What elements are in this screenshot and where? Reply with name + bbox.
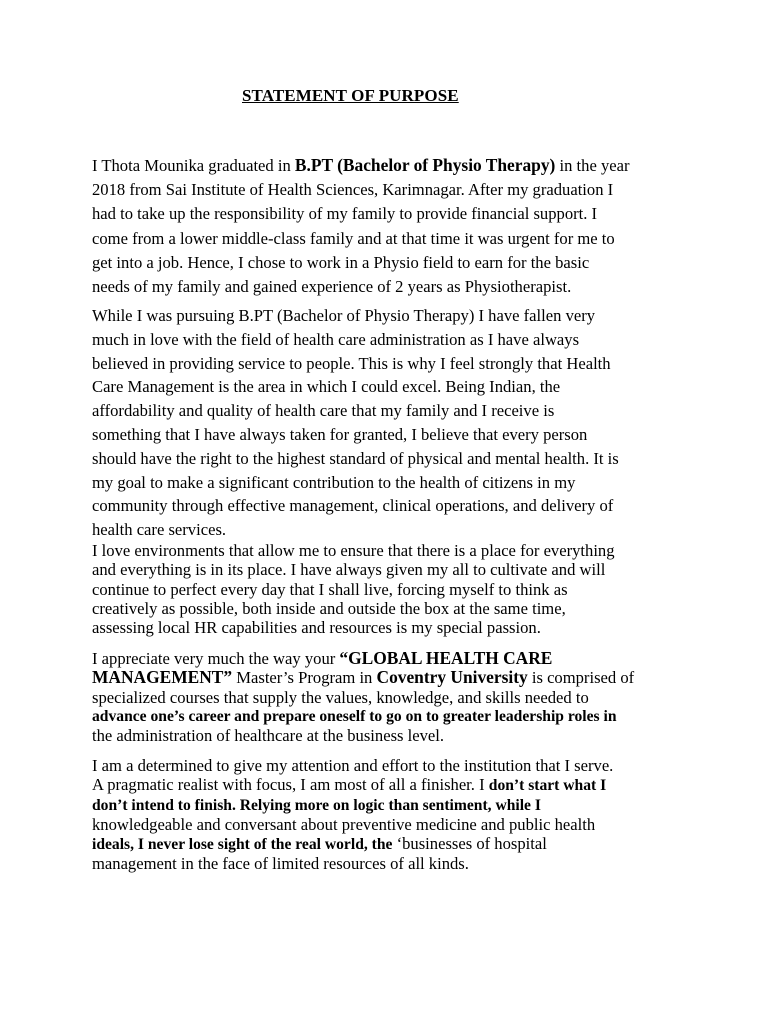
text-line: 2018 from Sai Institute of Health Sciences, Karimnagar. After my graduation I	[92, 180, 614, 200]
text-line: knowledgeable and conversant about preventive medicine and public health	[92, 814, 596, 834]
text-line: believed in providing service to people. This is why I feel strongly that Health	[92, 353, 611, 373]
text-line	[92, 668, 692, 687]
text-line	[92, 775, 692, 795]
text-line: much in love with the field of health care administration as I have always	[92, 329, 580, 349]
text-line: my goal to make a significant contribution to the health of citizens in my	[92, 472, 576, 492]
paragraph-motivation	[92, 304, 692, 542]
degree-emphasis: B.PT (Bachelor of Physio Therapy)	[294, 155, 556, 175]
text-line: something that I have always taken for granted, I believe that every person	[92, 424, 588, 444]
program-name-emphasis: MANAGEMENT”	[92, 667, 233, 688]
text-line: come from a lower middle-class family and at that time it was urgent for me to	[92, 228, 615, 248]
paragraph-environment	[92, 541, 692, 637]
text-run: ‘businesses of hospital	[392, 834, 547, 854]
text-run: is comprised of	[527, 668, 635, 688]
text-line: should have the right to the highest standard of physical and mental health. It is	[92, 448, 619, 468]
paragraph-program	[92, 649, 692, 745]
text-line: and everything is in its place. I have always given my all to cultivate and will	[92, 560, 606, 580]
text-line: assessing local HR capabilities and resources is my special passion.	[92, 618, 541, 638]
text-line	[92, 153, 692, 178]
university-name-emphasis: Coventry University	[376, 667, 528, 688]
text-line: get into a job. Hence, I chose to work in a Physio field to earn for the basic	[92, 252, 590, 272]
document-title: STATEMENT OF PURPOSE	[242, 86, 459, 105]
text-line: I love environments that allow me to ensure that there is a place for everything	[92, 541, 615, 560]
text-line: needs of my family and gained experience of 2 years as Physiotherapist.	[92, 277, 572, 297]
text-run: I Thota Mounika graduated in	[92, 156, 295, 175]
text-line: advance one’s career and prepare oneself to go on to greater leadership roles in	[92, 707, 617, 725]
text-line: health care services.	[92, 520, 227, 540]
text-line: specialized courses that supply the values, knowledge, and skills needed to	[92, 687, 589, 707]
text-line	[92, 834, 692, 854]
text-line	[92, 649, 692, 668]
text-line: don’t intend to finish. Relying more on logic than sentiment, while I	[92, 796, 541, 814]
paragraph-education	[92, 153, 692, 299]
text-line: affordability and quality of health care that my family and I receive is	[92, 401, 555, 421]
text-run: A pragmatic realist with focus, I am most of all a finisher. I	[92, 775, 489, 795]
text-emphasis: don’t start what I	[488, 777, 607, 795]
text-line: While I was pursuing B.PT (Bachelor of Physio Therapy) I have fallen very	[92, 306, 596, 325]
text-emphasis: ideals, I never lose sight of the real world, the	[92, 836, 393, 854]
text-run: Master’s Program in	[232, 668, 377, 688]
text-line: management in the face of limited resources of all kinds.	[92, 854, 469, 874]
paragraph-character	[92, 756, 692, 874]
text-run: I appreciate very much the way your	[92, 649, 340, 668]
text-line: the administration of healthcare at the business level.	[92, 726, 445, 746]
text-line: community through effective management, clinical operations, and delivery of	[92, 496, 614, 516]
text-line: creatively as possible, both inside and outside the box at the same time,	[92, 598, 566, 618]
text-line: I am a determined to give my attention and effort to the institution that I serve.	[92, 756, 614, 775]
text-line: had to take up the responsibility of my family to provide financial support. I	[92, 204, 598, 224]
program-name-emphasis: “GLOBAL HEALTH CARE	[339, 648, 553, 668]
text-line: Care Management is the area in which I could excel. Being Indian, the	[92, 377, 561, 397]
text-line: continue to perfect every day that I shall live, forcing myself to think as	[92, 579, 568, 599]
text-run: in the year	[555, 156, 630, 175]
